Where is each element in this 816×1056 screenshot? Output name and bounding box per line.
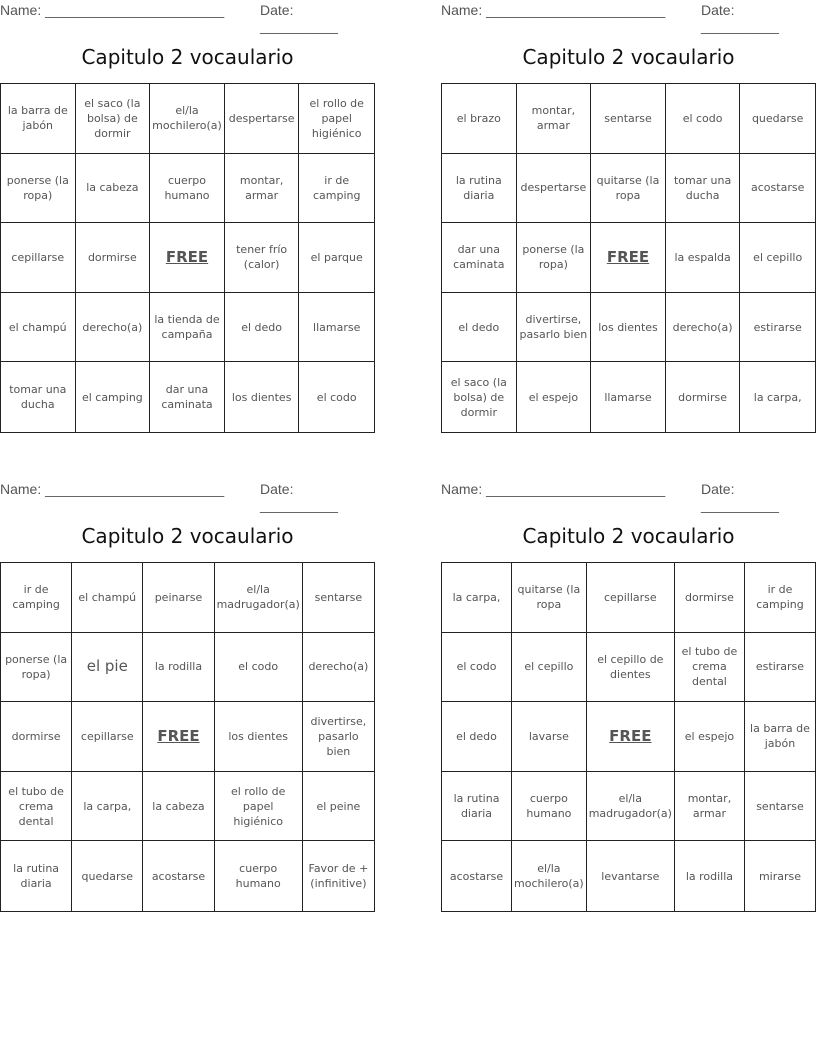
bingo-cell: el codo — [215, 633, 303, 703]
bingo-cell: quitarse (la ropa — [591, 154, 666, 224]
name-field: Name: _______________________ — [441, 481, 666, 497]
date-field: Date: __________ — [701, 2, 779, 34]
bingo-cell: el champú — [72, 563, 143, 633]
bingo-cell: montar, armar — [675, 772, 745, 842]
card-title: Capitulo 2 vocaulario — [522, 524, 735, 548]
bingo-cell: lavarse — [512, 702, 587, 772]
bingo-cell: el camping — [76, 362, 151, 432]
bingo-cell: el rollo de papel higiénico — [299, 84, 374, 154]
bingo-cell: la cabeza — [76, 154, 151, 224]
bingo-cell: el parque — [299, 223, 374, 293]
bingo-cell: la rutina diaria — [442, 154, 517, 224]
bingo-cell: el dedo — [442, 702, 512, 772]
bingo-grid — [441, 562, 816, 912]
bingo-cell: el rollo de papel higiénico — [215, 772, 303, 842]
free-space: FREE — [587, 702, 675, 772]
bingo-cell: peinarse — [143, 563, 214, 633]
bingo-cell: despertarse — [225, 84, 300, 154]
bingo-cell: derecho(a) — [76, 293, 151, 363]
bingo-cell: despertarse — [517, 154, 592, 224]
bingo-cell: la barra de jabón — [1, 84, 76, 154]
bingo-cell: el tubo de crema dental — [1, 772, 72, 842]
bingo-cell: cuerpo humano — [215, 841, 303, 911]
bingo-cell: los dientes — [591, 293, 666, 363]
bingo-cell: quitarse (la ropa — [512, 563, 587, 633]
bingo-cell: el cepillo — [740, 223, 815, 293]
bingo-cell: cuerpo humano — [512, 772, 587, 842]
bingo-cell: tomar una ducha — [1, 362, 76, 432]
card-title: Capitulo 2 vocaulario — [81, 524, 294, 548]
bingo-cell: dormirse — [675, 563, 745, 633]
bingo-cell: cepillarse — [1, 223, 76, 293]
bingo-cell: el brazo — [442, 84, 517, 154]
name-date-row — [441, 479, 816, 513]
bingo-cell: ponerse (la ropa) — [517, 223, 592, 293]
bingo-cell: el cepillo de dientes — [587, 633, 675, 703]
bingo-cell: acostarse — [442, 841, 512, 911]
bingo-cell: divertirse, pasarlo bien — [517, 293, 592, 363]
bingo-cell: dar una caminata — [150, 362, 225, 432]
bingo-card — [441, 0, 816, 419]
bingo-cell: dormirse — [76, 223, 151, 293]
bingo-cell: el codo — [442, 633, 512, 703]
bingo-cell: el/la madrugador(a) — [587, 772, 675, 842]
bingo-cell: el tubo de crema dental — [675, 633, 745, 703]
bingo-cell: el peine — [303, 772, 374, 842]
bingo-cell: dormirse — [1, 702, 72, 772]
bingo-cell: el pie — [72, 633, 143, 703]
bingo-cell: levantarse — [587, 841, 675, 911]
bingo-cell: tomar una ducha — [666, 154, 741, 224]
bingo-cell: estirarse — [740, 293, 815, 363]
bingo-cell: el/la mochilero(a) — [150, 84, 225, 154]
bingo-cell: la barra de jabón — [745, 702, 815, 772]
bingo-cell: el cepillo — [512, 633, 587, 703]
bingo-cell: derecho(a) — [303, 633, 374, 703]
date-field: Date: __________ — [701, 481, 779, 513]
bingo-cell: el dedo — [442, 293, 517, 363]
bingo-cell: sentarse — [745, 772, 815, 842]
bingo-cell: mirarse — [758, 869, 802, 883]
bingo-cell: ir de camping — [1, 563, 72, 633]
bingo-cell: los dientes — [225, 362, 300, 432]
bingo-cell: la carpa, — [72, 772, 143, 842]
free-space: FREE — [143, 702, 214, 772]
bingo-cell: ponerse (la ropa) — [1, 154, 76, 224]
bingo-card — [0, 479, 375, 891]
bingo-cell: el saco (la bolsa) de dormir — [442, 362, 517, 432]
name-field: Name: _______________________ — [441, 2, 666, 18]
bingo-cell: sentarse — [303, 563, 374, 633]
bingo-cell: la espalda — [666, 223, 741, 293]
name-date-row — [441, 0, 816, 34]
bingo-cell: el espejo — [675, 702, 745, 772]
free-space: FREE — [591, 223, 666, 293]
bingo-cell: tener frío (calor) — [225, 223, 300, 293]
bingo-cell: dormirse — [666, 362, 741, 432]
bingo-cell: la rodilla — [143, 633, 214, 703]
bingo-cell: llamarse — [591, 362, 666, 432]
bingo-cell: ir de camping — [299, 154, 374, 224]
bingo-cell: montar, armar — [517, 84, 592, 154]
name-date-row — [0, 0, 375, 34]
bingo-cell: la carpa, — [753, 390, 802, 404]
bingo-cell: montar, armar — [225, 154, 300, 224]
bingo-cell: la rutina diaria — [442, 772, 512, 842]
bingo-cell: Favor de + (infinitive) — [308, 862, 369, 891]
bingo-card — [441, 479, 816, 891]
bingo-cell: la carpa, — [442, 563, 512, 633]
bingo-cell: el codo — [316, 390, 357, 404]
bingo-cell: acostarse — [740, 154, 815, 224]
bingo-cell: divertirse, pasarlo bien — [303, 702, 374, 772]
bingo-grid — [441, 83, 816, 433]
bingo-cell: el codo — [666, 84, 741, 154]
bingo-cell: cuerpo humano — [150, 154, 225, 224]
bingo-cell: ponerse (la ropa) — [1, 633, 72, 703]
bingo-cell: la rodilla — [675, 841, 745, 911]
card-title: Capitulo 2 vocaulario — [522, 45, 735, 69]
bingo-cell: el champú — [1, 293, 76, 363]
bingo-cell: el espejo — [517, 362, 592, 432]
bingo-cell: cepillarse — [587, 563, 675, 633]
bingo-cell: quedarse — [740, 84, 815, 154]
bingo-cell: sentarse — [591, 84, 666, 154]
bingo-cell: la rutina diaria — [1, 841, 72, 911]
name-field: Name: _______________________ — [0, 2, 225, 18]
free-space: FREE — [150, 223, 225, 293]
name-date-row — [0, 479, 375, 513]
bingo-cell: llamarse — [299, 293, 374, 363]
bingo-cell: derecho(a) — [666, 293, 741, 363]
card-title: Capitulo 2 vocaulario — [81, 45, 294, 69]
bingo-cell: dar una caminata — [442, 223, 517, 293]
bingo-cell: el saco (la bolsa) de dormir — [76, 84, 151, 154]
bingo-card — [0, 0, 375, 412]
bingo-cell: cepillarse — [72, 702, 143, 772]
bingo-cell: la cabeza — [143, 772, 214, 842]
name-field: Name: _______________________ — [0, 481, 225, 497]
date-field: Date: __________ — [260, 2, 338, 34]
bingo-cell: el dedo — [225, 293, 300, 363]
bingo-cell: quedarse — [72, 841, 143, 911]
date-field: Date: __________ — [260, 481, 338, 513]
bingo-cell: estirarse — [745, 633, 815, 703]
bingo-cell: el/la madrugador(a) — [215, 563, 303, 633]
bingo-grid — [0, 83, 375, 433]
bingo-cell: los dientes — [215, 702, 303, 772]
bingo-cell: el/la mochilero(a) — [512, 841, 587, 911]
bingo-grid — [0, 562, 375, 912]
bingo-cell: la tienda de campaña — [150, 293, 225, 363]
bingo-cell: acostarse — [143, 841, 214, 911]
bingo-cell: ir de camping — [745, 563, 815, 633]
